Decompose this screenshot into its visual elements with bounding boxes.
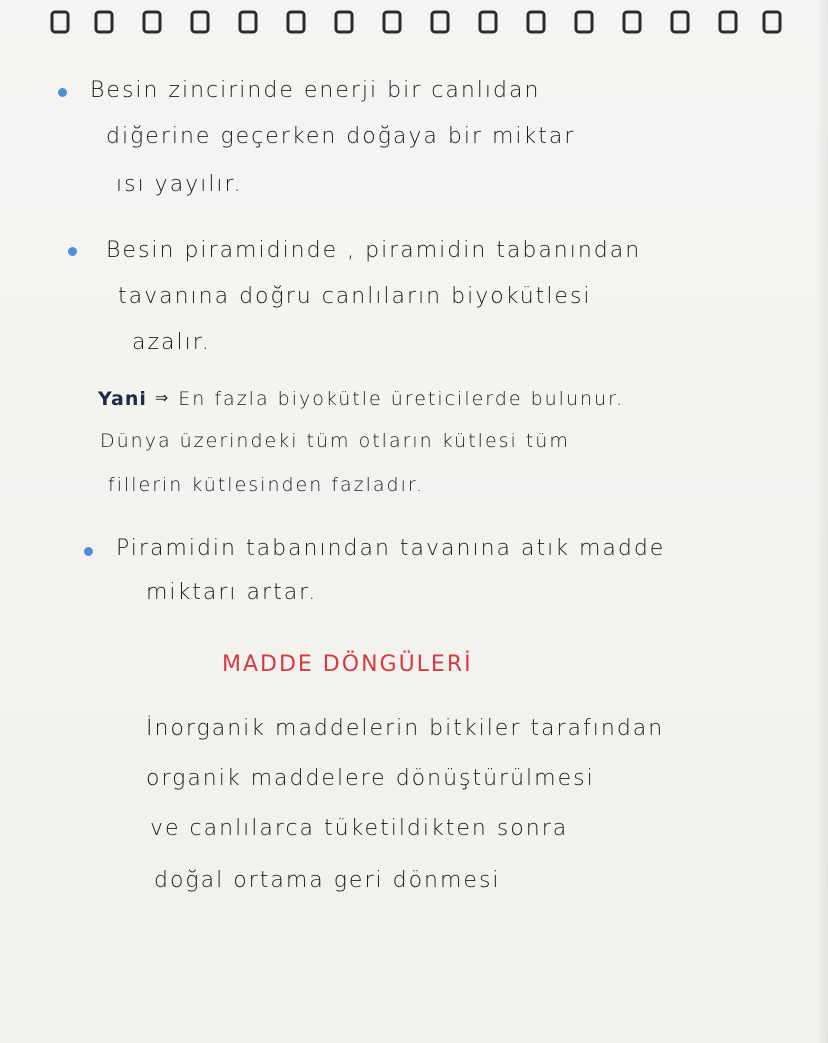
- note-p5-line3: ve canlılarca tüketildikten sonra: [150, 816, 569, 841]
- note-p3-line1-text: En fazla biyokütle üreticilerde bulunur.: [178, 388, 625, 410]
- arrow-icon: ⇒: [154, 388, 171, 407]
- section-title: MADDE DÖNGÜLERİ: [222, 652, 473, 677]
- note-p1-line2: diğerine geçerken doğaya bir miktar: [106, 124, 576, 149]
- note-p3-label: Yani: [98, 388, 147, 410]
- note-p5-line1: İnorganik maddelerin bitkiler tarafından: [146, 716, 665, 741]
- note-p1-line1: Besin zincirinde enerji bir canlıdan: [90, 78, 541, 103]
- spiral-binding: [40, 8, 800, 38]
- bullet-2: [68, 247, 77, 256]
- note-p3-line1: [98, 388, 624, 410]
- note-p3-line3: fillerin kütlesinden fazladır.: [108, 474, 424, 496]
- bullet-1: [58, 88, 67, 97]
- note-p2-line3: azalır.: [132, 330, 211, 355]
- note-p2-line2: tavanına doğru canlıların biyokütlesi: [118, 284, 592, 309]
- note-p2-line1: Besin piramidinde , piramidin tabanından: [106, 238, 642, 263]
- spiral-rings-graphic: [40, 8, 800, 38]
- note-p4-line2: miktarı artar.: [146, 580, 318, 605]
- note-p4-line1: Piramidin tabanından tavanına atık madde: [116, 536, 666, 561]
- bullet-3: [84, 547, 93, 556]
- note-p5-line2: organik maddelere dönüştürülmesi: [146, 766, 595, 791]
- page-edge-shadow: [816, 0, 828, 1043]
- note-p1-line3: ısı yayılır.: [116, 172, 243, 197]
- note-p3-line2: Dünya üzerindeki tüm otların kütlesi tüm: [100, 430, 570, 452]
- note-p5-line4: doğal ortama geri dönmesi: [154, 868, 501, 893]
